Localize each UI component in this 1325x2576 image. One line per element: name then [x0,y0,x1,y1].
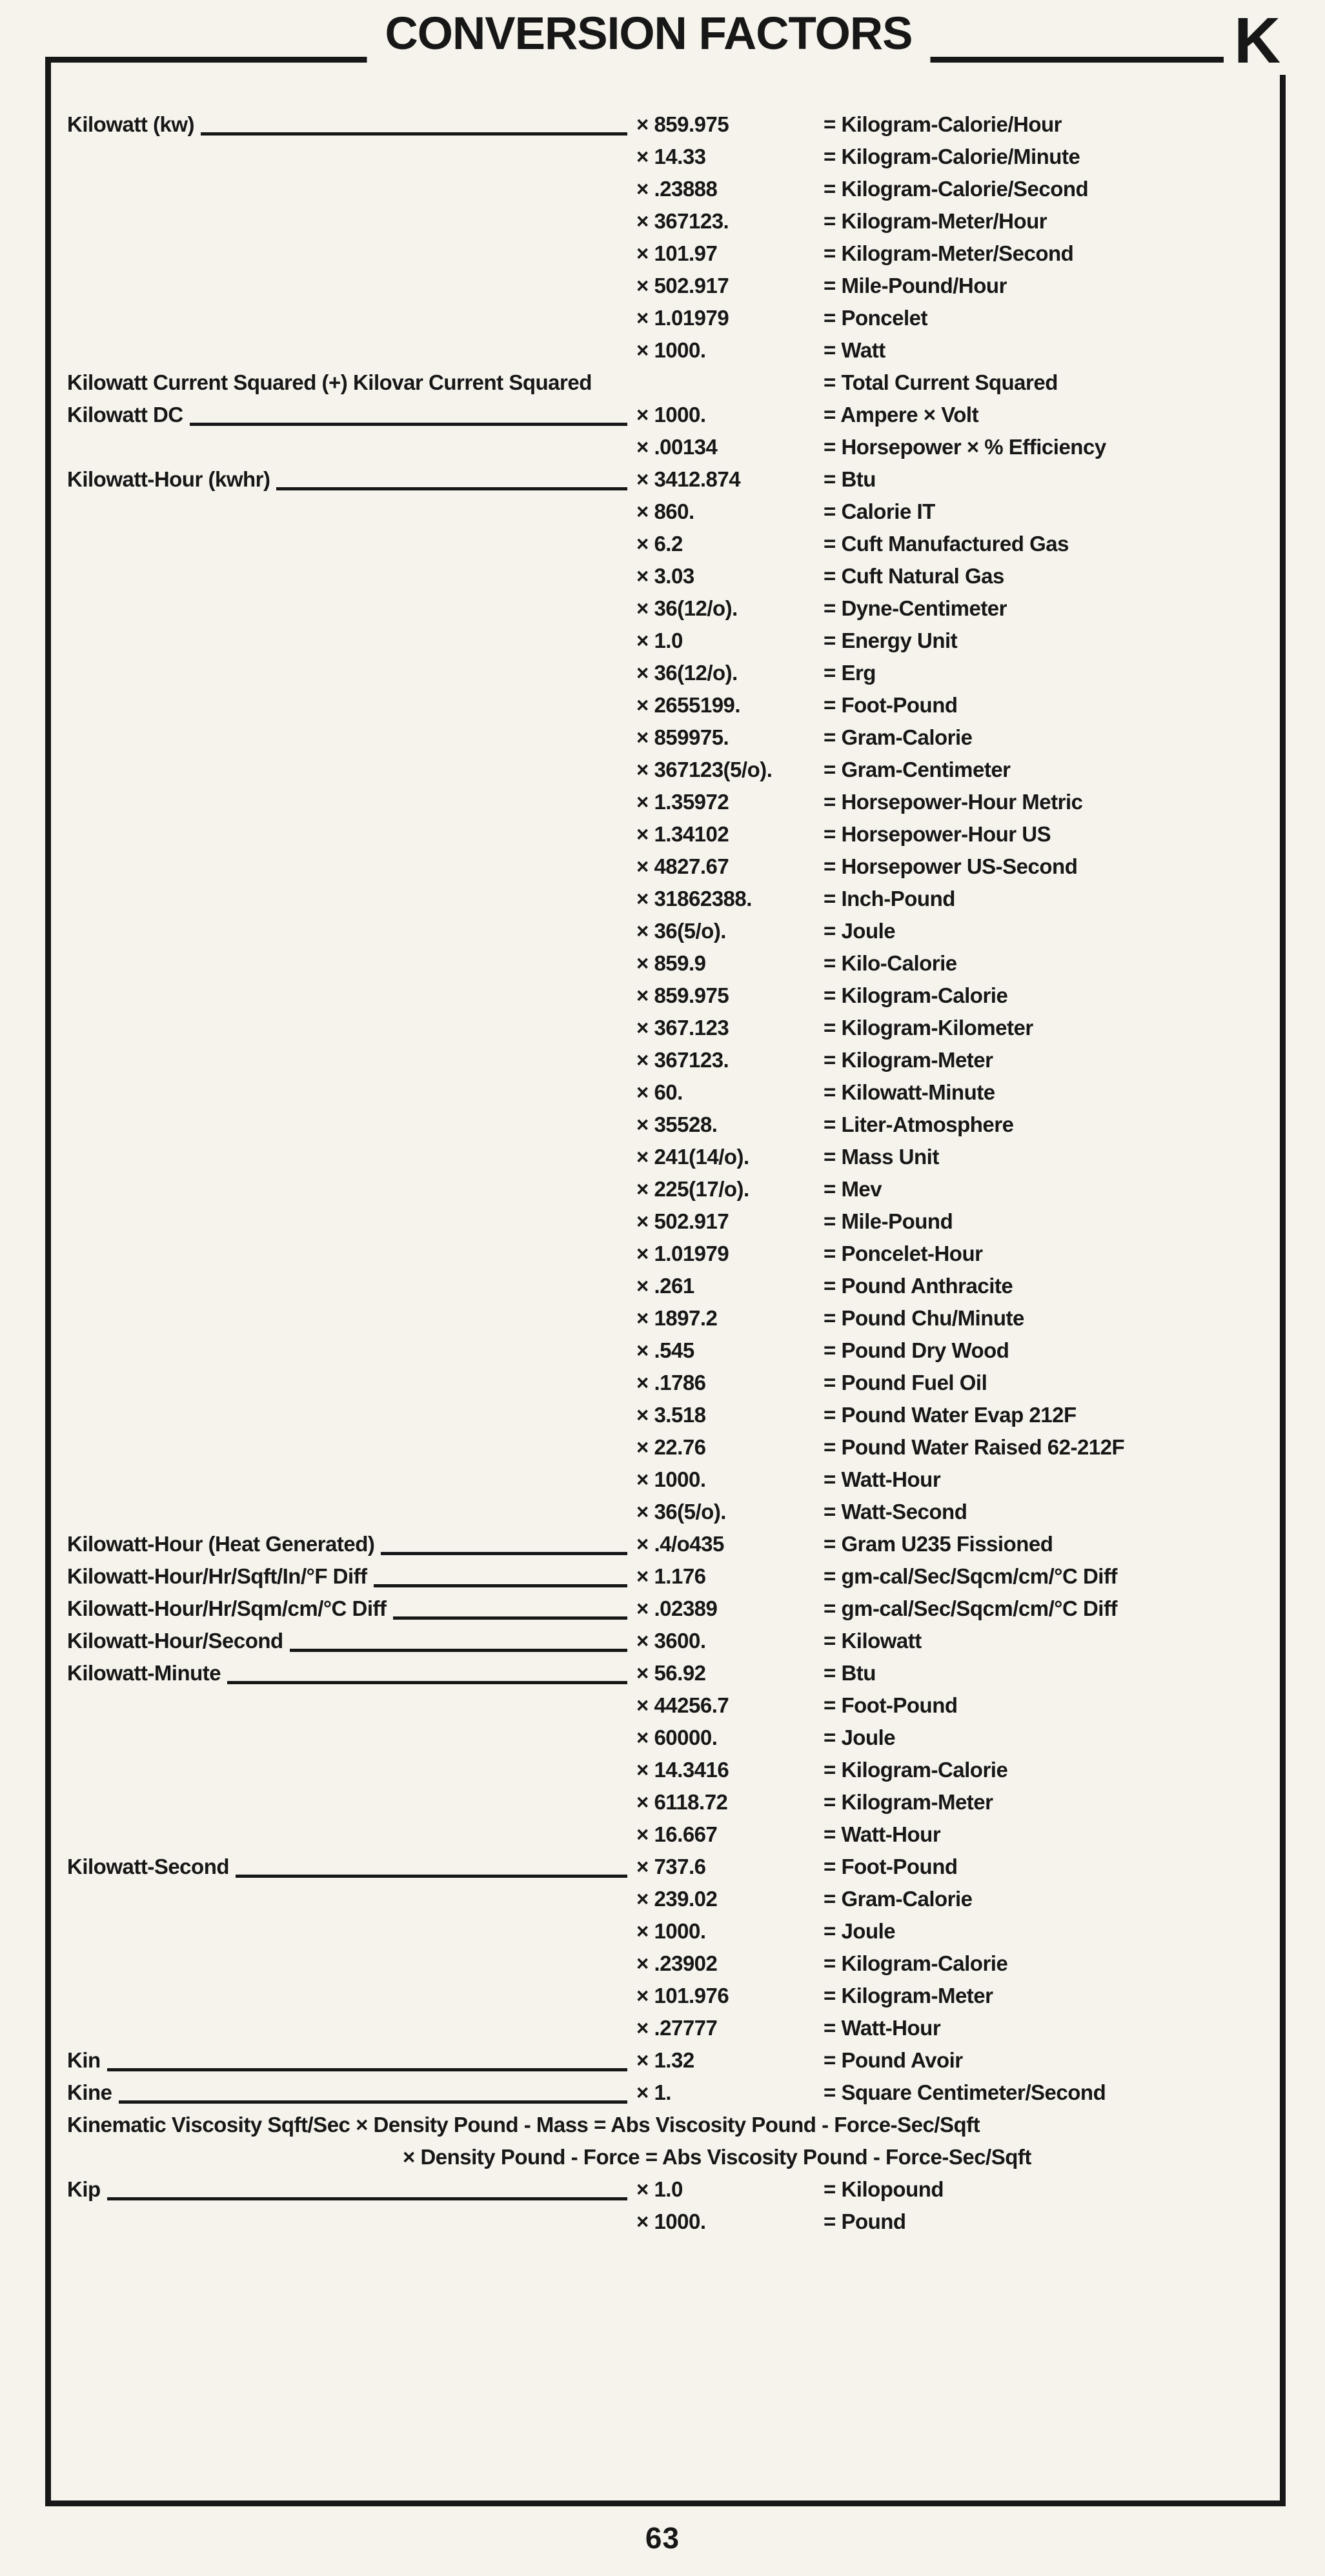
conversion-row [67,721,1269,754]
result-value: = Mile-Pound/Hour [824,274,1007,297]
result-value: = Kilogram-Calorie [824,1951,1008,1975]
result-value: = Cuft Natural Gas [824,564,1004,588]
factor-value: × .23902 [636,1951,718,1975]
result-value: = Gram-Calorie [824,725,973,749]
factor-value: × 36(12/o). [636,596,738,620]
result-value: = Pound Water Evap 212F [824,1403,1077,1427]
unit-label: Kilowatt DC [67,403,183,427]
leader-line [67,334,636,367]
leader-line [67,1818,636,1851]
leader-line [67,2206,636,2238]
result-value: = Poncelet-Hour [824,1242,983,1265]
unit-label: Kilowatt-Hour/Second [67,1629,283,1653]
result-value: = Kilogram-Meter/Second [824,241,1074,265]
factor-value: × 737.6 [636,1855,706,1878]
result-value: = Pound Water Raised 62-212F [824,1435,1125,1459]
leader-line [290,1649,627,1652]
factor-value: × 1.0 [636,629,683,652]
result-value: = Kilogram-Meter [824,1048,993,1072]
conversion-row [67,1044,1269,1076]
conversion-row [67,1625,1269,1657]
leader-line [67,528,636,560]
conversion-row [67,1980,1269,2012]
conversion-row [67,786,1269,818]
leader-line [67,915,636,947]
unit-label: Kilowatt-Minute [67,1661,221,1685]
unit-label: Kilowatt-Hour/Hr/Sqft/In/°F Diff [67,1564,367,1588]
conversion-row [67,1593,1269,1625]
factor-value: × 35528. [636,1112,718,1136]
factor-value: × 56.92 [636,1661,706,1685]
leader-line [67,947,636,980]
unit-label: Kilowatt-Hour (kwhr) [67,467,270,491]
factor-value: × .02389 [636,1596,718,1620]
result-value: = Horsepower-Hour US [824,822,1051,846]
conversion-row [67,2044,1269,2077]
conversion-table [67,108,1269,2238]
result-value: = Horsepower US-Second [824,854,1078,878]
conversion-row [67,1851,1269,1883]
leader-line [67,657,636,689]
leader-line [67,1302,636,1334]
conversion-row [67,1205,1269,1238]
leader-line [67,1496,636,1528]
conversion-row [67,2141,1269,2173]
leader-line [119,2100,627,2104]
leader-line [67,1109,636,1141]
conversion-row [67,1883,1269,1915]
result-value: = Ampere × Volt [824,403,979,427]
leader-line [67,1431,636,1464]
result-value: = Btu [824,1661,876,1685]
conversion-row [67,1947,1269,1980]
factor-value: × .261 [636,1274,694,1298]
leader-line [67,237,636,270]
leader-line [190,423,627,426]
factor-value: × 101.97 [636,241,718,265]
factor-value: × 36(5/o). [636,919,726,943]
result-value: = Mile-Pound [824,1209,953,1233]
factor-value: × .23888 [636,177,718,201]
unit-label: Kilowatt-Second [67,1855,230,1878]
result-value: = Kilo-Calorie [824,951,957,975]
conversion-row [67,1754,1269,1786]
leader-line [67,1915,636,1947]
result-value: = Kilogram-Calorie [824,983,1008,1007]
conversion-row [67,463,1269,496]
result-value: = Mass Unit [824,1145,939,1169]
result-value: = Joule [824,919,896,943]
conversion-row [67,1109,1269,1141]
factor-value: × 367.123 [636,1016,729,1040]
leader-line [201,132,627,136]
result-value: = Total Current Squared [824,370,1058,394]
result-value: = gm-cal/Sec/Sqcm/cm/°C Diff [824,1596,1117,1620]
result-value: = Kilogram-Meter [824,1984,993,2007]
result-value: = Kilogram-Calorie/Second [824,177,1089,201]
factor-value: × 14.33 [636,145,706,168]
factor-value: × .545 [636,1338,694,1362]
leader-line [67,1399,636,1431]
conversion-row [67,1076,1269,1109]
result-value: = Calorie IT [824,499,935,523]
factor-value: × 367123(5/o). [636,758,773,781]
conversion-row [67,592,1269,625]
unit-label: Kilowatt (kw) [67,112,194,136]
leader-line [67,431,636,463]
conversion-row [67,302,1269,334]
unit-label: Kilowatt Current Squared (+) Kilovar Current Squared [67,370,592,394]
conversion-row [67,1915,1269,1947]
factor-value: × 3.518 [636,1403,706,1427]
conversion-row [67,1141,1269,1173]
conversion-row [67,818,1269,850]
leader-line [67,980,636,1012]
conversion-row [67,915,1269,947]
factor-value: × 36(12/o). [636,661,738,685]
factor-value: × 1.32 [636,2048,694,2072]
result-value: = Pound [824,2209,906,2233]
conversion-row [67,1399,1269,1431]
factor-value: × 3.03 [636,564,694,588]
conversion-row [67,947,1269,980]
leader-line [67,883,636,915]
leader-line [67,1883,636,1915]
conversion-row [67,689,1269,721]
result-value: = Pound Anthracite [824,1274,1013,1298]
conversion-row [67,1302,1269,1334]
factor-value: × 6.2 [636,532,683,556]
unit-label: Kine [67,2080,112,2104]
factor-value: × 3412.874 [636,467,741,491]
factor-value: × 1.176 [636,1564,706,1588]
leader-line [107,2068,627,2071]
conversion-row [67,399,1269,431]
conversion-row [67,2206,1269,2238]
result-value: = Dyne-Centimeter [824,596,1007,620]
leader-line [67,2012,636,2044]
result-value: = Kilopound [824,2177,944,2201]
unit-label: Kin [67,2048,101,2072]
conversion-row [67,2077,1269,2109]
leader-line [67,1464,636,1496]
factor-value: × 1.34102 [636,822,729,846]
leader-line [67,1367,636,1399]
leader-line [67,1786,636,1818]
factor-value: × 16.667 [636,1822,718,1846]
leader-line [67,1044,636,1076]
conversion-row [67,1657,1269,1689]
factor-value: × 367123. [636,209,729,233]
factor-value: × 225(17/o). [636,1177,749,1201]
factor-value: × 31862388. [636,887,752,911]
factor-value: × 36(5/o). [636,1500,726,1524]
factor-value: × 859.9 [636,951,706,975]
leader-line [67,592,636,625]
conversion-row [67,528,1269,560]
leader-line [67,850,636,883]
factor-value: × 4827.67 [636,854,729,878]
result-value: = Pound Dry Wood [824,1338,1009,1362]
leader-line [67,560,636,592]
result-value: = Square Centimeter/Second [824,2080,1106,2104]
result-value: = Btu [824,467,876,491]
factor-value: × 22.76 [636,1435,706,1459]
conversion-row [67,1560,1269,1593]
factor-value: × 60. [636,1080,683,1104]
result-value: = Pound Fuel Oil [824,1371,987,1394]
result-value: = Foot-Pound [824,1855,958,1878]
leader-line [67,1947,636,1980]
result-value: = Erg [824,661,876,685]
result-value: = Gram-Calorie [824,1887,973,1911]
result-value: = Horsepower-Hour Metric [824,790,1083,814]
result-value: = Gram-Centimeter [824,758,1011,781]
factor-value: × 6118.72 [636,1790,728,1814]
factor-value: × .4/o435 [636,1532,724,1556]
conversion-row [67,1334,1269,1367]
result-value: = Watt-Second [824,1500,967,1524]
leader-line [67,1141,636,1173]
leader-line [381,1552,627,1555]
conversion-row [67,173,1269,205]
leader-line [67,1012,636,1044]
conversion-row [67,237,1269,270]
result-value: = Joule [824,1726,896,1749]
leader-line [67,1722,636,1754]
factor-value: × 60000. [636,1726,718,1749]
conversion-row [67,850,1269,883]
leader-line [67,1205,636,1238]
equation-text: Kinematic Viscosity Sqft/Sec × Density Pound - Mass = Abs Viscosity Pound - Force-Sec/Sqft [67,2113,980,2137]
factor-value: × .1786 [636,1371,706,1394]
conversion-row [67,141,1269,173]
factor-value: × 241(14/o). [636,1145,749,1169]
conversion-row [67,334,1269,367]
factor-value: × 14.3416 [636,1758,729,1782]
factor-value: × 1.0 [636,2177,683,2201]
result-value: = Kilogram-Kilometer [824,1016,1033,1040]
conversion-row [67,431,1269,463]
conversion-row [67,657,1269,689]
factor-value: × 860. [636,499,694,523]
factor-value: × 859.975 [636,112,729,136]
leader-line [67,141,636,173]
factor-value: × 1.35972 [636,790,729,814]
result-value: = Foot-Pound [824,693,958,717]
conversion-row [67,205,1269,237]
leader-line [227,1681,627,1684]
factor-value: × 1. [636,2080,671,2104]
factor-value: × 502.917 [636,274,729,297]
factor-value: × 367123. [636,1048,729,1072]
factor-value: × 2655199. [636,693,741,717]
result-value: = Watt [824,338,885,362]
conversion-row [67,1012,1269,1044]
factor-value: × 859975. [636,725,729,749]
factor-value: × .00134 [636,435,718,459]
factor-value: × 1000. [636,1919,706,1943]
unit-label: Kilowatt-Hour (Heat Generated) [67,1532,375,1556]
factor-value: × 502.917 [636,1209,729,1233]
leader-line [67,1076,636,1109]
page-title: CONVERSION FACTORS [367,9,930,63]
result-value: = Kilogram-Meter [824,1790,993,1814]
page-number: 63 [645,2521,680,2555]
result-value: = Gram U235 Fissioned [824,1532,1053,1556]
result-value: = Kilogram-Calorie [824,1758,1008,1782]
leader-line [67,1270,636,1302]
conversion-row [67,496,1269,528]
result-value: = gm-cal/Sec/Sqcm/cm/°C Diff [824,1564,1117,1588]
conversion-row [67,1431,1269,1464]
leader-line [67,1689,636,1722]
result-value: = Watt-Hour [824,2016,941,2040]
conversion-row [67,560,1269,592]
conversion-row [67,2173,1269,2206]
result-value: = Watt-Hour [824,1467,941,1491]
leader-line [67,1173,636,1205]
conversion-row [67,1496,1269,1528]
result-value: = Foot-Pound [824,1693,958,1717]
result-value: = Inch-Pound [824,887,955,911]
leader-line [67,496,636,528]
result-value: = Kilogram-Calorie/Hour [824,112,1062,136]
conversion-row [67,754,1269,786]
result-value: = Cuft Manufactured Gas [824,532,1069,556]
leader-line [67,173,636,205]
leader-line [67,786,636,818]
result-value: = Kilowatt [824,1629,922,1653]
result-value: = Horsepower × % Efficiency [824,435,1106,459]
leader-line [107,2197,627,2200]
result-value: = Mev [824,1177,882,1201]
conversion-row [67,1464,1269,1496]
factor-value: × 1.01979 [636,1242,729,1265]
result-value: = Kilogram-Calorie/Minute [824,145,1080,168]
conversion-row [67,1528,1269,1560]
leader-line [67,270,636,302]
conversion-row [67,108,1269,141]
result-value: = Kilowatt-Minute [824,1080,995,1104]
leader-line [67,625,636,657]
leader-line [393,1616,627,1620]
conversion-row [67,2012,1269,2044]
factor-value: × 44256.7 [636,1693,729,1717]
unit-label: Kip [67,2177,101,2201]
conversion-row [67,625,1269,657]
leader-line [67,1334,636,1367]
result-value: = Kilogram-Meter/Hour [824,209,1047,233]
conversion-row [67,1786,1269,1818]
conversion-row [67,1173,1269,1205]
result-value: = Poncelet [824,306,927,330]
leader-line [374,1584,627,1587]
factor-value: × 1000. [636,338,706,362]
factor-value: × 1000. [636,2209,706,2233]
conversion-row [67,1238,1269,1270]
factor-value: × 239.02 [636,1887,718,1911]
leader-line [236,1875,627,1878]
leader-line [67,1980,636,2012]
conversion-row [67,1367,1269,1399]
result-value: = Pound Avoir [824,2048,963,2072]
leader-line [592,367,824,399]
conversion-row [67,1689,1269,1722]
equation-text: × Density Pound - Force = Abs Viscosity Pound - Force-Sec/Sqft [403,2145,1031,2169]
result-value: = Watt-Hour [824,1822,941,1846]
leader-line [67,302,636,334]
conversion-row [67,1722,1269,1754]
conversion-row [67,270,1269,302]
factor-value: × 1000. [636,403,706,427]
factor-value: × 101.976 [636,1984,729,2007]
conversion-row [67,883,1269,915]
leader-line [67,689,636,721]
result-value: = Joule [824,1919,896,1943]
leader-line [67,1238,636,1270]
result-value: = Liter-Atmosphere [824,1112,1014,1136]
result-value: = Energy Unit [824,629,958,652]
leader-line [67,818,636,850]
conversion-row [67,1270,1269,1302]
leader-line [276,487,627,490]
leader-line [67,754,636,786]
factor-value: × 3600. [636,1629,706,1653]
leader-line [67,205,636,237]
conversion-row [67,1818,1269,1851]
factor-value: × .27777 [636,2016,718,2040]
factor-value: × 1.01979 [636,306,729,330]
section-letter: K [1224,8,1320,75]
conversion-row [67,980,1269,1012]
leader-line [67,1754,636,1786]
conversion-row [67,367,1269,399]
factor-value: × 859.975 [636,983,729,1007]
factor-value: × 1897.2 [636,1306,718,1330]
conversion-row [67,2109,1269,2141]
leader-line [67,721,636,754]
result-value: = Pound Chu/Minute [824,1306,1024,1330]
unit-label: Kilowatt-Hour/Hr/Sqm/cm/°C Diff [67,1596,387,1620]
factor-value: × 1000. [636,1467,706,1491]
